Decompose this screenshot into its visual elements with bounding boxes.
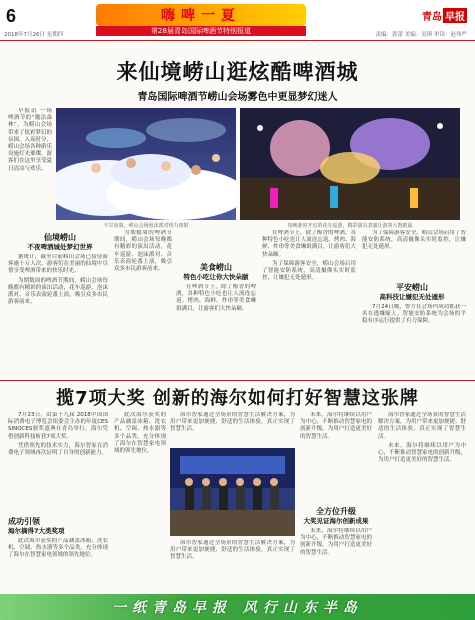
award-ceremony-photo — [170, 448, 295, 536]
footer-slogan: 一纸青岛早报 风行山东半岛 — [112, 600, 363, 616]
article1-col3b-text: 在啤酒节上，除了醇香的啤酒，各种特色小吃也让人流连忘返。烤肉、海鲜、炸串等美食琳琅满目，让游客们大快朵颐。 — [262, 230, 356, 258]
article2-column-1 — [8, 412, 108, 514]
article2-col1b-text: 凭借领先的技术实力，海尔智家在消费电子领域再次证明了自身的创新能力。 — [8, 442, 108, 457]
article1-col1-text: 早报讯 一场 啤酒节的“魔法森林”，为崂山会场带来了炫彩梦幻的氛围。入夜时分，崂山会场各种游乐设施灯光璀璨，游客们在这里享受夏日清凉与欢乐。 — [8, 108, 52, 172]
header-divider — [0, 40, 475, 41]
article2-col3-text: 海尔智家通过全场景的智慧生活解决方案，为用户带来更加便捷、舒适的生活体验，真正实现了智慧生活。 — [170, 412, 295, 433]
article2-col2b-text: 此次海尔获奖的产品涵盖冰箱、洗衣机、空调、热水器等多个品类，充分体现了海尔在智慧家电领域的领先地位。 — [114, 412, 166, 455]
masthead-logo-box: 早报 — [443, 8, 467, 23]
section-title-pingan: 平安崂山 — [396, 283, 428, 292]
article1-col2b-text: 为期数周的啤酒节期间，崂山会场每晚都有精彩的演出活动，花车巡游、泡沫派对、音乐表演轮番上演，吸引众多市民游客前来。 — [114, 230, 172, 273]
article1-column-2 — [8, 254, 108, 379]
article2-column-5 — [378, 412, 466, 590]
section-sub-xianjing: 不夜啤酒城处梦幻世界 — [27, 243, 93, 251]
article1-col4-text: 为了保障游客安全，崂山会场启用了智能安防系统，高清摄像头实时监控，让嫌犯无处遁形。 — [262, 260, 356, 282]
article1-column-6a — [362, 230, 466, 280]
article1-col5-text: 7月24日晚，警方在会场内成功抓获一名在逃嫌疑人。智能安防系统为会场的平稳有序运行提供了有力保障。 — [362, 304, 466, 325]
page-header — [0, 0, 475, 40]
section-title-chenggong: 成功引领 — [8, 517, 40, 526]
footer-slogan-banner — [0, 594, 475, 620]
article2-headline: 揽7项大奖 创新的海尔如何打好智慧这张牌 — [56, 388, 419, 409]
article2-col4-text: 未来，海尔将继续以用户为中心，不断推动智慧家电的创新升级，为用户打造更美好的智慧生活。 — [300, 412, 372, 440]
banner-title: 嗨啤一夏 — [161, 8, 241, 24]
article2-column-4 — [300, 412, 372, 502]
article2-col3b-text: 海尔智家通过全场景的智慧生活解决方案，为用户带来更加便捷、舒适的生活体验，真正实现了智慧生活。 — [170, 540, 295, 561]
article2-column-4b — [300, 528, 372, 590]
section-sub-meishi: 特色小吃让你大快朵颐 — [183, 273, 249, 281]
article2-col5-text: 海尔智家通过全场景的智慧生活解决方案，为用户带来更加便捷、舒适的生活体验，真正实现了智慧生活。 — [378, 412, 466, 440]
parade-photo — [240, 108, 460, 220]
article2-col5b-text: 未来，海尔将继续以用户为中心，不断推动智慧家电的创新升级，为用户打造更美好的智慧生活。 — [378, 442, 466, 464]
section-sub-chenggong: 海尔摘得7大类奖项 — [8, 527, 65, 535]
section-sub-pingan: 高科技让嫌犯无处遁形 — [379, 293, 445, 301]
section-sub-quanfangwei: 大奖见证海尔创新成果 — [303, 517, 369, 525]
article1-headline: 来仙境崂山逛炫酷啤酒城 — [116, 60, 359, 84]
section-title-meishi: 美食崂山 — [200, 263, 232, 272]
article2-column-3a — [170, 412, 295, 446]
article-divider — [0, 380, 475, 381]
article1-column-6b — [362, 304, 466, 378]
parade-caption: 每晚准时开启的花车巡游，精彩演员表演让游客大饱眼福 — [287, 223, 413, 229]
article2-column-1b — [8, 538, 108, 590]
article2-column-2 — [114, 412, 166, 590]
issue-date: 2018年7月26日 星期四 — [4, 32, 64, 38]
article2-col4b-text: 未来，海尔将继续以用户为中心，不断推动智慧家电的创新升级，为用户打造更美好的智慧生活。 — [300, 528, 372, 556]
foam-party-photo — [56, 108, 236, 220]
article2-col1-text: 7月23日，由第十九届 2018中国国际消费电子博览会组委会主办的年度CES SINOCES颁奖盛典在青岛举行，海尔凭借创新科技斩获7项大奖。 — [8, 412, 108, 440]
article1-column-5 — [262, 230, 356, 378]
article2-col2-text: 此次海尔获奖的产品涵盖冰箱、洗衣机、空调、热水器等多个品类，充分体现了海尔在智慧家电领域的领先地位。 — [8, 538, 108, 559]
newspaper-masthead — [422, 8, 467, 23]
editor-credits: 责编：郭蕾 美编：吴琪 审读：赵伟严 — [375, 32, 467, 38]
section-title-xianjing: 仙境崂山 — [44, 233, 76, 242]
foam-party-caption: 不甘夜幕，崂山会场泡沫派对热力四射 — [103, 223, 189, 229]
masthead-text: 青岛 — [422, 12, 442, 23]
banner-subtitle: 第28届青岛国际啤酒节特别报道 — [96, 26, 306, 36]
article1-column-3 — [114, 230, 172, 378]
article1-column-4 — [176, 284, 256, 378]
article1-col1b-text: 据统计，截至目前崂山会场已接待游客逾十万人次，游客们在美丽的仙境中尽情享受啤酒带来的快乐时光。 — [8, 254, 108, 275]
section-banner — [96, 4, 306, 26]
article1-col3-text: 在啤酒节上，除了醇香的啤酒，各种特色小吃也让人流连忘返。烤肉、海鲜、炸串等美食琳琅满目，让游客们大快朵颐。 — [176, 284, 256, 312]
article2-column-3b — [170, 540, 295, 590]
article1-col2-text: 为期数周的啤酒节期间，崂山会场每晚都有精彩的演出活动，花车巡游、泡沫派对、音乐表演轮番上演，吸引众多市民游客前来。 — [8, 277, 108, 306]
article1-col4b-text: 为了保障游客安全，崂山会场启用了智能安防系统，高清摄像头实时监控，让嫌犯无处遁形。 — [362, 230, 466, 251]
section-title-quanfangwei: 全方位升级 — [316, 507, 356, 516]
page-number: 6 — [6, 6, 17, 26]
article1-subheadline: 青岛国际啤酒节崂山会场雾色中更显梦幻迷人 — [137, 92, 338, 103]
